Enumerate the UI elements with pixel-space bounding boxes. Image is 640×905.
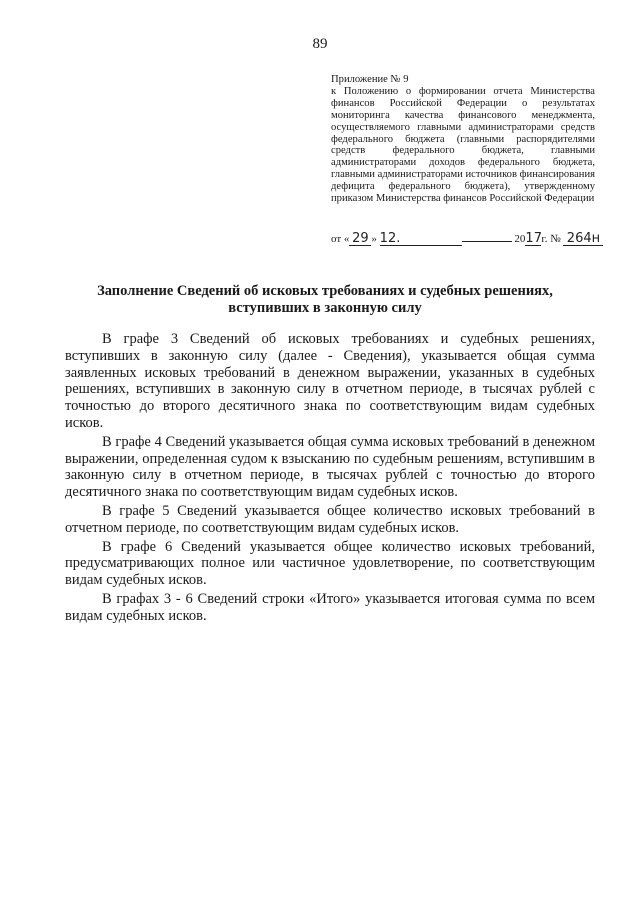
page-number: 89	[312, 36, 328, 52]
order-day-suffix: »	[371, 233, 377, 245]
order-day: 29	[349, 232, 371, 246]
appendix-body: к Положению о формировании отчета Министерства финансов Российской Федерации о результатах мониторинга качества финансового менеджмента, осуществляемого главными администраторами средств федерального бюджета (главными распорядителями средств федерального бюджета, главными администраторами доходов федерального бюджета, главными администраторами источников финансирования дефицита федерального бюджета), утвержденному приказом Министерства финансов Российской Федерации	[331, 85, 595, 205]
heading-line-1: Заполнение Сведений об исковых требованиях и судебных решениях,	[97, 283, 553, 299]
appendix-title: Приложение № 9	[331, 74, 409, 85]
paragraph: В графе 4 Сведений указывается общая сумма исковых требований в денежном выражении, определенная судом к взысканию по судебным решениям, вступившим в законную силу в отчетном периоде, в тысячах рублей с точностью до второго десятичного знака по соответствующим видам судебных исков.	[65, 433, 595, 501]
order-year-prefix: 20	[514, 233, 526, 245]
paragraph: В графе 5 Сведений указывается общее количество исковых требований в отчетном периоде, по соответствующим видам судебных исков.	[65, 502, 595, 536]
paragraph: В графах 3 - 6 Сведений строки «Итого» указывается итоговая сумма по всем видам судебных исков.	[65, 590, 595, 624]
document-body	[65, 331, 595, 627]
section-heading	[80, 283, 570, 317]
order-date-line	[331, 231, 601, 246]
appendix-block	[331, 74, 595, 205]
heading-line-2: вступивших в законную силу	[228, 300, 422, 316]
order-number: 264н	[563, 232, 603, 246]
order-blank	[462, 241, 512, 242]
order-month: 12.	[380, 232, 462, 246]
order-prefix: от «	[331, 233, 350, 245]
order-year-suffix: г. №	[541, 233, 561, 245]
order-year: 17	[525, 231, 542, 246]
paragraph: В графе 6 Сведений указывается общее количество исковых требований, предусматривающих полное или частичное удовлетворение, по соответствующим видам судебных исков.	[65, 538, 595, 589]
paragraph: В графе 3 Сведений об исковых требованиях и судебных решениях, вступивших в законную силу (далее - Сведения), указывается общая сумма заявленных исковых требований в денежном выражении, указанных в судебных решениях, вступивших в законную силу в отчетном периоде, в тысячах рублей с точностью до второго десятичного знака по соответствующим видам судебных исков.	[65, 331, 595, 431]
